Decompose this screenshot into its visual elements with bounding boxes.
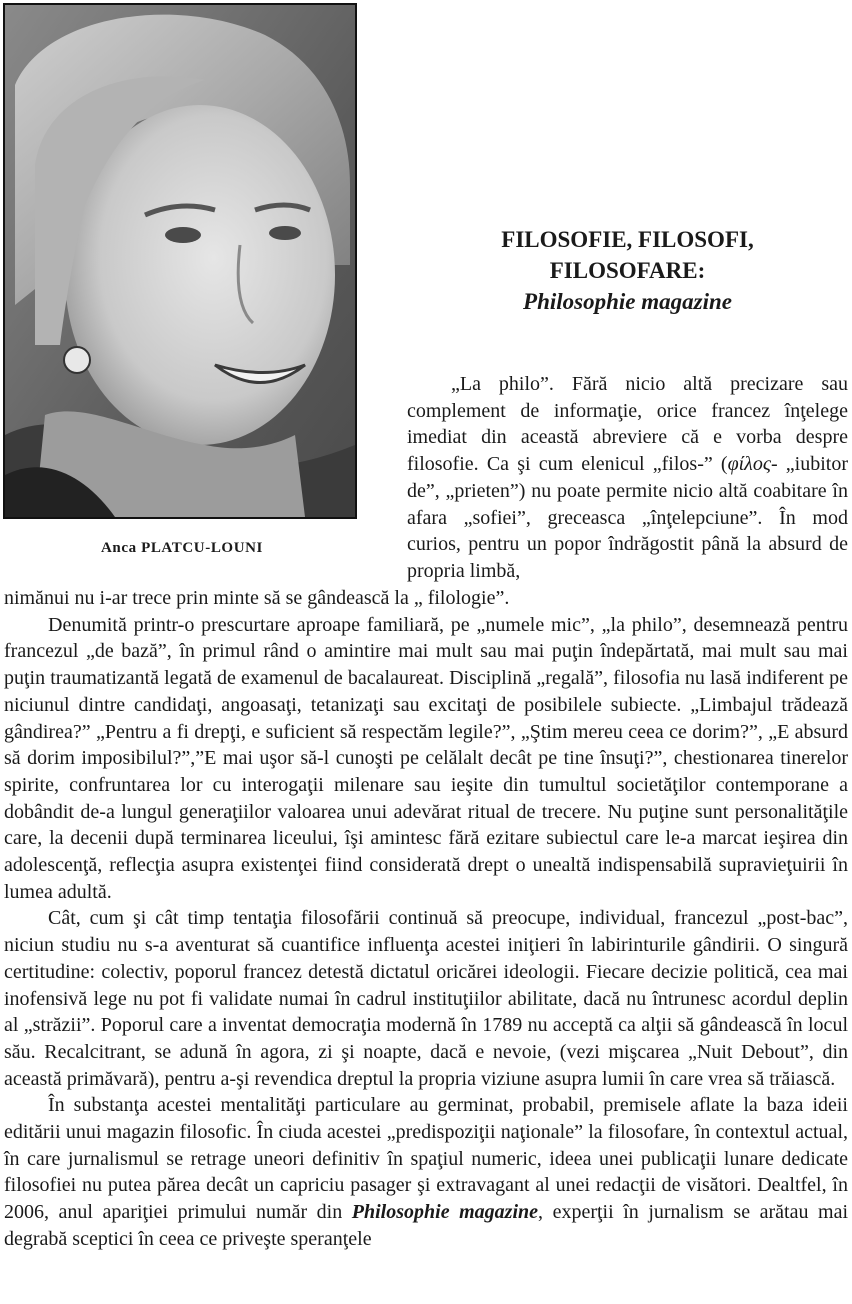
article-body — [4, 585, 848, 1253]
paragraph-1-continuation: nimănui nu i-ar trece prin minte să se gândească la „ filologie”. — [4, 587, 510, 609]
author-photo — [3, 3, 357, 519]
magazine-name: Philosophie magazine — [351, 1201, 539, 1224]
article-title — [405, 224, 850, 317]
title-line-1: FILOSOFIE, FILOSOFI, — [501, 227, 754, 252]
intro-paragraph — [407, 371, 848, 585]
paragraph-2: Denumită printr-o prescurtare aproape familiară, pe „numele mic”, „la philo”, desemnează pentru francezul „de bază”, în primul rând o amintire mai mult sau mai puţin îndepărtată, mai mult sau mai puţin traumatizantă legată de examenul de bacalaureat. Disciplină „regală”, filosofia nu lasă indiferent pe niciunul dintre candidaţi, angoasaţi, tetanizaţi sau excitaţi de posibilele subiecte. „Limbajul trădează gândirea?” „Pentru a fi drepţi, e suficient să respectăm legile?”, „Ştim mereu ceea ce dorim?”, „E absurd să dorim imposibilul?”,”E mai uşor să-l cunoşti pe celălalt decât pe tine însuţi?”, chestionarea tinerelor spirite, confruntarea lor cu interogaţii milenare sau ieşite din tumultul societăţilor contemporane a dobândit de-a lungul generaţiilor valoarea unui adevărat ritual de trecere. Nu puţine sunt personalităţile care, la decenii după terminarea liceului, îşi amintesc fără ezitare subiectul care le-a marcat ieşirea din adolescenţă, reflecţia asupra existenţei fiind considerată drept o unealtă indispensabilă supravieţuirii în lumea adultă. — [4, 613, 848, 903]
intro-text-a: „La philo”. Fără nicio altă precizare sau complement de informaţie, orice francez înţelege imediat din această abreviere că e vorba despre filosofie. Ca şi cum elenicul „filos-” ( — [407, 373, 848, 476]
title-line-3: Philosophie magazine — [523, 289, 732, 314]
paragraph-3: Cât, cum şi cât timp tentaţia filosofării continuă să preocupe, individual, francezul „post-bac”, niciun studiu nu s-a aventurat să cuantifice influenţa acestei iniţieri în labirinturile gândirii. O singură certitudine: colectiv, poporul francez detestă dictatul oricărei ideologii. Fiecare decizie politică, cea mai inofensivă lege nu pot fi validate numai în cadrul instituţiilor abilitate, dacă nu întrunesc acordul deplin al „străzii”. Poporul care a inventat democraţia modernă în 1789 nu acceptă ca alţii să gândească în locul său. Recalcitrant, se adună în agora, zi şi noapte, dacă e nevoie, (vezi mişcarea „Nuit Debout”, din această primăvară), pentru a-şi revendica dreptul la propria viziune asupra lumii în care vrea să trăiască. — [4, 907, 848, 1090]
paragraph-4-text-a: În substanţa acestei mentalităţi particulare au germinat, probabil, premisele aflate la baza ideii editării unui magazin filosofic. În ciuda acestei „predispoziţii naţionale” la filosofare, în contextul actual, în care jurnalismul se retrage uneori definitiv în spaţiul numeric, ideea unei publicaţii lunare dedicate filosofiei nu putea părea decât un capriciu pasager şi extravagant al unei redacţii de visători. Dealtfel, în 2006, anul apariţiei primului număr din — [4, 1094, 848, 1224]
intro-text-b: - „iubitor de”, „prieten”) nu poate permite nicio altă coabitare în afara „sofiei”, greceasca „înţelepciune”. În mod curios, pentru un popor îndrăgostit până la absurd de propria limbă, — [407, 453, 848, 582]
paragraph-4-text-b: , experţii în jurnalism se arătau mai degrabă sceptici în ceea ce priveşte speranţele — [4, 1201, 848, 1250]
portrait-illustration — [5, 5, 355, 517]
title-line-2: FILOSOFARE: — [549, 258, 706, 283]
author-caption: Anca PLATCU-LOUNI — [100, 540, 263, 556]
greek-word: φίλος — [727, 453, 771, 476]
paragraph-4 — [4, 1092, 848, 1252]
